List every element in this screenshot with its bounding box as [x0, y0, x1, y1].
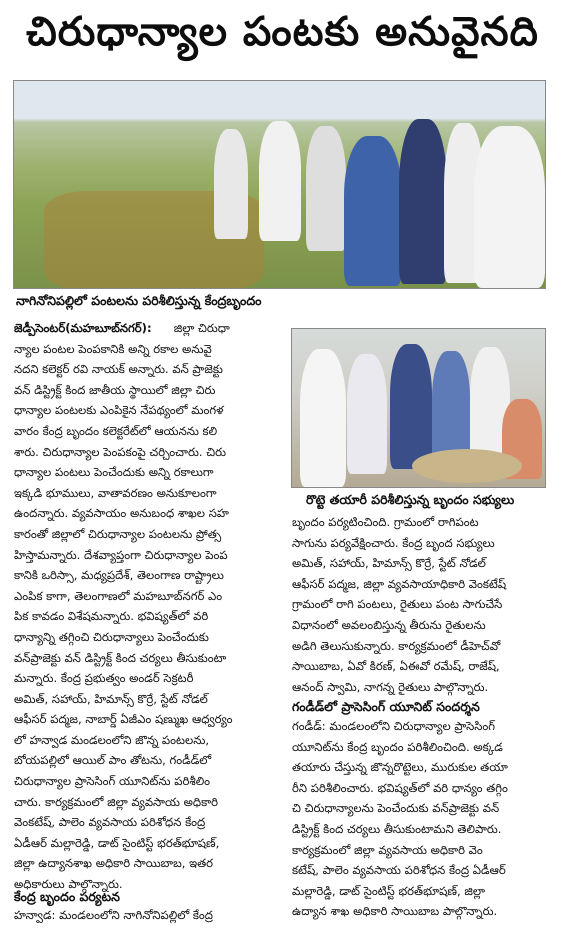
right-line: కటేష్, పాలెం వ్యవసాయ పరిశోధన కేంద్ర ఏడీఆర్	[292, 863, 506, 878]
left-line: లో హన్వాడ మండలంలోని జొన్న పంటలను,	[14, 732, 210, 747]
left-line: వెంకటేష్, పాలెం వ్యవసాయ పరిశోధన కేంద్ర	[14, 815, 206, 830]
left-line: పిక కావడం విశేషమన్నారు. భవిష్యత్‌లో వరి	[14, 609, 209, 624]
photo2-caption: రొట్టె తయారీ పరిశీలిస్తున్న బృందం సభ్యులు	[306, 492, 515, 507]
left-line: శారు. చిరుధాన్యాల పెంపకంపై చర్చించారు. చిరు	[14, 444, 226, 459]
left-line: ఎంపిక కాగా, తెలంగాణలో మహబూబ్‌నగర్ ఎం	[14, 588, 223, 603]
right-line: ఆఫీసర్ పద్మజ, జిల్లా వ్యవసాయాధికారి వెంకటేష్	[292, 576, 507, 591]
left-subhead: కేంద్ర బృందం పర్యటన	[14, 889, 120, 904]
right-line: బృందం పర్యటించింది. గ్రామంలో రాగిపంట	[292, 515, 479, 529]
left-line: న్యాల పంటల పెంపకానికి అన్ని రకాల అనువై	[14, 341, 212, 356]
left-line: కానికి ఒరిస్సా, మధ్యప్రదేశ్, తెలంగాణ రాష్ట్రాలు	[14, 568, 224, 583]
left-line: మన్నారు. కేంద్ర ప్రభుత్వం అండర్ సెక్రటరీ	[14, 671, 194, 686]
field-inspection-photo	[13, 80, 546, 289]
photo1-caption: నాగినోనిపల్లిలో పంటలను పరిశీలిస్తున్న కేంద్రబృందం	[16, 293, 262, 308]
right-line: తయారు చేస్తున్న జొన్నరొట్టెలు, మురుకుల తయా	[292, 760, 508, 775]
left-line: అధికారులు పాల్గొన్నారు.	[14, 877, 123, 892]
roti-making-photo	[291, 328, 546, 488]
right-line: ఆనంద్ స్వామి, నాగన్న రైతులు పాల్గొన్నారు.	[292, 679, 489, 694]
right-line: గండీడ్: మండలంలోని చిరుధాన్యాల ప్రాసెసింగ్	[292, 719, 495, 733]
left-line: నదని కలెక్టర్ రవి నాయక్ అన్నారు. వన్ ప్రాజెక్టు	[14, 362, 223, 377]
left-line: బోయపల్లిలో ఆయిల్ పాం తోటను, గండీడ్‌లో	[14, 753, 212, 768]
right-line: సాగును పర్యవేక్షించారు. కేంద్ర బృంద సభ్యులు	[292, 535, 495, 550]
left-line: ధాన్యాల పంటలు పెంచేందుకు అన్ని రకాలుగా	[14, 465, 214, 480]
headline: చిరుధాన్యాల పంటకు అనువైనది	[26, 9, 539, 55]
left-line: చిరుధాన్యాల ప్రాసెసింగ్ యూనిట్‌ను పరిశీలిం	[14, 774, 210, 789]
right-line: గ్రామంలో రాగి పంటలు, రైతులు పంట సాగుచేసే	[292, 597, 503, 612]
left-line: ఏడీఆర్ మల్లారెడ్డి, డాట్ సైంటిస్ట్ భరత్‌భూషణ్,	[14, 835, 220, 850]
left-line: వారం కేంద్ర బృందం కలెక్టరేట్‌లో ఆయనను కలి	[14, 423, 218, 438]
right-subhead: గండీడ్‌లో ప్రాసెసింగ్ యూనిట్ సందర్శన	[292, 699, 480, 714]
left-line: ధాన్యాన్ని తగ్గించి చిరుధాన్యాలు పెంచేందుకు	[14, 629, 209, 644]
right-line: అడిగి తెలుసుకున్నారు. కార్యక్రమంలో డీహెచ్‌వో	[292, 638, 501, 653]
right-line: మల్లారెడ్డి, డాట్ సైంటిస్ట్ భరత్‌భూషణ్, జిల్లా	[292, 883, 485, 898]
left-line: ఆఫీసర్ పద్మజ, నాబార్డ్ ఏజీఎం షణ్ముఖ ఆధ్వర్యం	[14, 712, 233, 727]
left-line: ధాన్యాల పంటలకు ఎంపికైన నేపథ్యంలో మంగళ	[14, 403, 224, 418]
dateline: జెడ్పీసెంటర్(మహబూబ్‌నగర్):	[14, 321, 152, 335]
dateline-line: జెడ్పీసెంటర్(మహబూబ్‌నగర్): జిల్లా చిరుధా	[14, 321, 230, 335]
right-article-column-bottom	[292, 716, 550, 922]
right-line: సాయిబాబ, ఏవో కిరణ్, ఏఈవో రమేష్, రాజేష్,	[292, 659, 500, 674]
left-tail-line: హన్వాడ: మండలంలోని నాగినోనిపల్లిలో కేంద్ర	[14, 908, 213, 922]
right-line: యూనిట్‌ను కేంద్ర బృందం పరిశీలించింది. అక్కడ	[292, 739, 503, 754]
left-line: చారు. కార్యక్రమంలో జిల్లా వ్యవసాయ అధికారి	[14, 794, 218, 809]
right-line: ఉద్యాన శాఖ అధికారి సాయిబాబ పాల్గొన్నారు.	[292, 904, 498, 919]
right-line: డిస్ట్రిక్ట్ కింద చర్యలు తీసుకుంటామని తెలిపారు.	[292, 821, 502, 836]
left-line: అమిత్, సహాయ్, హిమాన్స్ కొర్రే, స్టేట్ నోడల్	[14, 691, 208, 706]
right-line: కార్యక్రమంలో జిల్లా వ్యవసాయ అధికారి వెం	[292, 842, 483, 857]
left-line: హిస్తామన్నారు. దేశవ్యాప్తంగా చిరుధాన్యాల పెంప	[14, 547, 228, 562]
right-article-column-top	[292, 512, 550, 697]
left-line: ఇక్కడి భూములు, వాతావరణం అనుకూలంగా	[14, 485, 217, 500]
left-line: కారంతో జిల్లాలో చిరుధాన్యాల పంటలను ప్రోత్స	[14, 526, 222, 541]
right-line: విధానంలో అవలంబిస్తున్న తీరును రైతులను	[292, 617, 486, 632]
right-line: అమిత్, సహాయ్, హిమాన్స్ కొర్రే, స్టేట్ నోడల్	[292, 556, 486, 571]
left-line: జిల్లా ఉద్యానశాఖ అధికారి సాయిబాబ, ఇతర	[14, 856, 214, 871]
right-line: చి చిరుధాన్యాలను పెంచేందుకు వన్‌ప్రాజెక్టు వన్	[292, 801, 500, 816]
left-article-column	[14, 318, 282, 895]
left-line: వన్ డిస్ట్రిక్ట్ కింద జాతీయ స్థాయిలో జిల్లా చిరు	[14, 382, 216, 397]
left-tail	[14, 905, 282, 926]
left-line: ఉందన్నారు. వ్యవసాయం అనుబంధ శాఖల సహ	[14, 506, 229, 521]
left-line: వన్‌ప్రాజెక్టు వన్ డిస్ట్రిక్ట్ కింద చర్యలు తీసుకుంటా	[14, 650, 227, 665]
right-line: రీని పరిశీలించారు. భవిష్యత్‌లో వరి ధాన్యం తగ్గిం	[292, 780, 508, 795]
